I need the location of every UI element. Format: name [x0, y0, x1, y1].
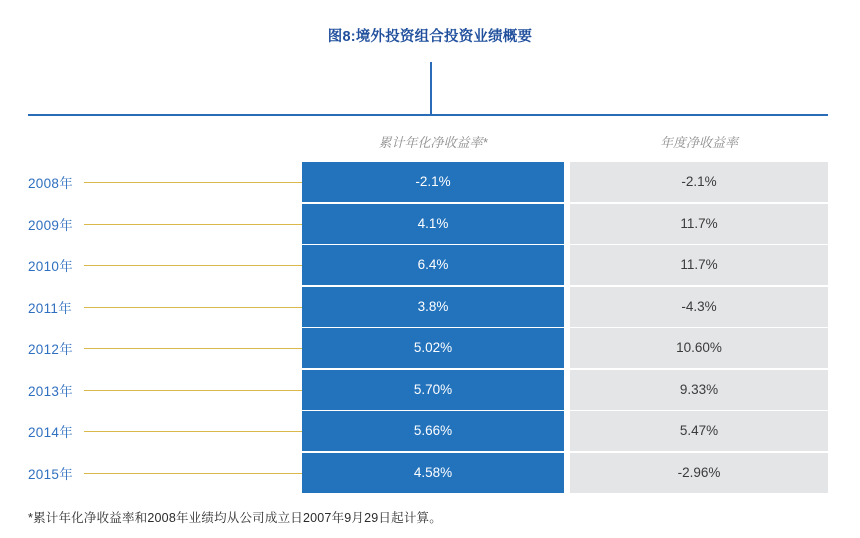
row-year-label: 2015年 [28, 466, 74, 482]
row-year-label: 2013年 [28, 383, 74, 399]
table-row [0, 453, 860, 493]
cell-cumulative: 4.1% [302, 204, 564, 244]
table-row [0, 162, 860, 202]
leader-line [84, 348, 302, 349]
cell-cumulative: 5.66% [302, 411, 564, 451]
figure-title: 图8:境外投资组合投资业绩概要 [327, 29, 533, 45]
cell-annual: -2.96% [570, 453, 828, 493]
cell-cumulative: 4.58% [302, 453, 564, 493]
header-rule [28, 114, 828, 116]
leader-line [84, 182, 302, 183]
leader-line [84, 307, 302, 308]
cell-annual: 5.47% [570, 411, 828, 451]
table-row [0, 204, 860, 244]
row-year-label: 2012年 [28, 342, 74, 357]
row-year-label: 2008年 [28, 176, 74, 191]
column-header-cumulative: 累计年化净收益率* [378, 135, 488, 150]
cell-cumulative: 5.02% [302, 328, 564, 368]
leader-line [84, 265, 302, 266]
cell-annual: 10.60% [570, 328, 828, 368]
cell-cumulative: 6.4% [302, 245, 564, 285]
cell-annual: -4.3% [570, 287, 828, 327]
leader-line [84, 390, 302, 391]
table-body [0, 162, 860, 494]
table-row [0, 328, 860, 368]
cell-annual: -2.1% [570, 162, 828, 202]
leader-line [84, 473, 302, 474]
table-row [0, 287, 860, 327]
leader-line [84, 224, 302, 225]
footnote: *累计年化净收益率和2008年业绩均从公司成立日2007年9月29日起计算。 [28, 511, 442, 525]
cell-cumulative: -2.1% [302, 162, 564, 202]
leader-line [84, 431, 302, 432]
row-year-label: 2011年 [28, 300, 73, 316]
table-row [0, 411, 860, 451]
cell-annual: 9.33% [570, 370, 828, 410]
column-header-annual: 年度净收益率 [659, 135, 738, 150]
cell-cumulative: 3.8% [302, 287, 564, 327]
row-year-label: 2010年 [28, 259, 74, 274]
row-year-label: 2009年 [28, 217, 74, 233]
table-row [0, 370, 860, 410]
cell-annual: 11.7% [570, 204, 828, 244]
title-connector-line [430, 62, 432, 115]
row-year-label: 2014年 [28, 425, 74, 440]
cell-cumulative: 5.70% [302, 370, 564, 410]
cell-annual: 11.7% [570, 245, 828, 285]
table-row [0, 245, 860, 285]
